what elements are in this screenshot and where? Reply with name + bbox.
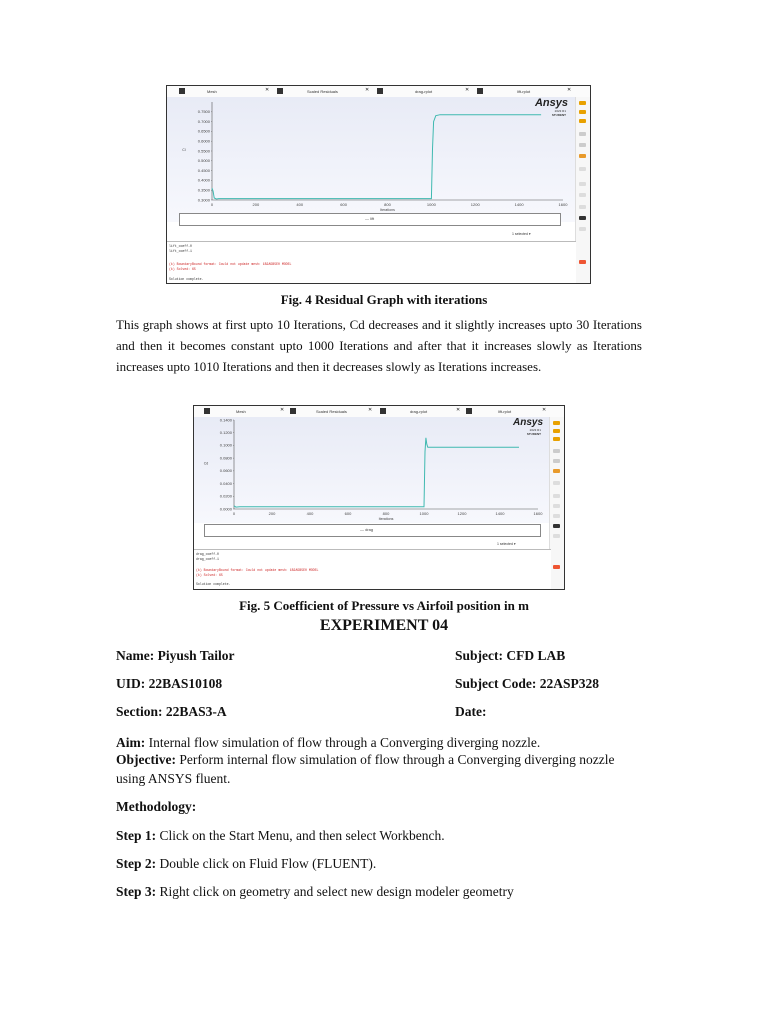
lift-tab-icon [466, 408, 472, 414]
step-1 [116, 828, 445, 844]
step-label: Step 1: [116, 828, 157, 843]
x-tick-label: 600 [344, 511, 352, 516]
ansys-edition [552, 110, 566, 117]
console-panel [167, 241, 576, 284]
residuals-tab-icon [290, 408, 296, 414]
subject-field: Subject: CFD LAB [455, 648, 566, 663]
graphics-toolbar [549, 417, 564, 589]
curves-icon[interactable] [553, 504, 560, 508]
plot-area [167, 97, 576, 222]
x-tick-label: 400 [296, 202, 304, 207]
console-line: (k) BoundaryBound format: Could not update mesh: 1B2A5B5E0 MODEL [169, 262, 292, 266]
console-line: (k) Solved: 65 [196, 573, 223, 577]
console-line: Solution complete. [196, 582, 231, 586]
y-tick-label: 0.0400 [219, 480, 232, 486]
zoom-box-icon[interactable] [579, 143, 586, 147]
subject-code-field: Subject Code: 22ASP328 [455, 676, 599, 691]
console-line: drag_coeff-0 [196, 552, 219, 556]
step-label: Step 2: [116, 856, 157, 871]
name-field: Name: Piyush Tailor [116, 648, 235, 663]
x-tick-label: 1000 [426, 202, 436, 207]
x-tick-label: 0 [232, 511, 236, 516]
axes-icon[interactable] [579, 182, 586, 186]
methodology-heading: Methodology: [116, 799, 197, 814]
y-tick-label: 0.4500 [197, 167, 210, 173]
x-tick-label: 1400 [514, 202, 524, 207]
legend-entry: — drag [360, 527, 374, 532]
x-axis-label: Iterations [378, 517, 394, 521]
tab-mesh[interactable]: Mesh [207, 89, 217, 94]
uid-field: UID: 22BAS10108 [116, 676, 223, 691]
close-icon[interactable]: ✕ [456, 407, 461, 413]
graphics-toolbar [575, 97, 590, 283]
x-tick-label: 1400 [495, 511, 505, 516]
curves-icon[interactable] [579, 193, 586, 197]
y-tick-label: 0.1000 [219, 442, 232, 448]
y-tick-label: 0.7000 [197, 118, 210, 124]
close-icon[interactable]: ✕ [368, 407, 373, 413]
x-tick-label: 1200 [470, 202, 480, 207]
figure-5-screenshot [193, 405, 565, 590]
legend-box [179, 213, 561, 226]
zoom-icon[interactable] [553, 449, 560, 453]
y-tick-label: 0.3500 [197, 187, 210, 193]
plot-area [194, 417, 551, 523]
figure-5-caption: Fig. 5 Coefficient of Pressure vs Airfoil position in m [239, 598, 529, 613]
figure-4-screenshot [166, 85, 591, 284]
figure-4-caption: Fig. 4 Residual Graph with iterations [280, 292, 488, 307]
lift-tab-icon [477, 88, 483, 94]
objective-label: Objective: [116, 752, 176, 767]
console-line: lift_coeff-0 [169, 244, 192, 248]
fit-icon[interactable] [579, 101, 586, 105]
y-tick-label: 0.1400 [219, 417, 232, 423]
legend-entry: — lift [365, 216, 375, 221]
series-line-drag [234, 438, 519, 507]
save-icon[interactable] [553, 534, 560, 538]
tab-lift-rplot[interactable]: lift-rplot [498, 409, 512, 414]
axes-icon[interactable] [553, 494, 560, 498]
residuals-tab-icon [277, 88, 283, 94]
fit-icon[interactable] [553, 421, 560, 425]
y-tick-label: 0.6500 [197, 128, 210, 134]
drag-tab-icon [377, 88, 383, 94]
undo-icon[interactable] [579, 167, 586, 171]
ansys-student: STUDENT [526, 431, 541, 436]
annotate-icon[interactable] [579, 205, 586, 209]
step-text: Right click on geometry and select new design modeler geometry [156, 884, 514, 899]
objective-line [116, 752, 615, 768]
y-tick-label: 0.3000 [197, 197, 210, 203]
date-field: Date: [455, 704, 487, 719]
rotate-icon[interactable] [553, 429, 560, 433]
x-tick-label: 1200 [457, 511, 467, 516]
objective-line-2: using ANSYS fluent. [116, 771, 231, 786]
y-tick-label: 0.7500 [197, 109, 210, 115]
console-line: drag_coeff-1 [196, 557, 219, 561]
y-axis-label: Cd [203, 461, 209, 466]
y-tick-label: 0.0000 [219, 506, 232, 512]
x-tick-label: 400 [306, 511, 314, 516]
close-icon[interactable]: ✕ [567, 87, 572, 93]
y-tick-label: 0.0600 [219, 468, 232, 474]
tab-scaled-residuals[interactable]: Scaled Residuals [316, 409, 347, 414]
y-tick-label: 0.4000 [197, 177, 210, 183]
y-tick-label: 0.1200 [219, 430, 232, 436]
drag-chart [194, 417, 551, 523]
close-icon[interactable]: ✕ [542, 407, 547, 413]
pan-icon[interactable] [553, 437, 560, 441]
lift-chart [167, 97, 576, 222]
aim-label: Aim: [116, 735, 146, 750]
console-line: (k) BoundaryBound format: Could not update mesh: 1B2A5B5E0 MODEL [196, 568, 319, 572]
experiment-title: EXPERIMENT 04 [319, 617, 449, 634]
close-icon[interactable]: ✕ [280, 407, 285, 413]
rotate-icon[interactable] [579, 110, 586, 114]
x-tick-label: 1000 [419, 511, 429, 516]
x-tick-label: 1600 [533, 511, 543, 516]
console-panel [194, 549, 551, 590]
step-text: Click on the Start Menu, and then select Workbench. [156, 828, 445, 843]
close-icon[interactable]: ✕ [365, 87, 370, 93]
step-label: Step 3: [116, 884, 157, 899]
y-axis-label: Cl [182, 148, 186, 152]
y-tick-label: 0.0200 [219, 493, 232, 499]
zoom-icon[interactable] [579, 132, 586, 136]
zoom-box-icon[interactable] [553, 459, 560, 463]
tab-drag-rplot[interactable]: drag-rplot [415, 89, 433, 94]
pan-icon[interactable] [579, 119, 586, 123]
console-line: lift_coeff-1 [169, 249, 192, 253]
console-line: Solution complete. [169, 277, 204, 281]
x-tick-label: 200 [268, 511, 276, 516]
y-tick-label: 0.0800 [219, 455, 232, 461]
ansys-logo: Ansys [534, 97, 568, 109]
plot-selector[interactable]: 1 selected ▾ [512, 232, 531, 236]
section-field: Section: 22BAS3-A [116, 704, 227, 719]
step-3 [116, 884, 514, 900]
y-tick-label: 0.5500 [197, 148, 210, 154]
close-icon[interactable]: ✕ [265, 87, 270, 93]
step-text: Double click on Fluid Flow (FLUENT). [156, 856, 377, 871]
plot-selector[interactable]: 1 selected ▾ [497, 542, 516, 546]
tab-scaled-residuals[interactable]: Scaled Residuals [307, 89, 338, 94]
annotate-icon[interactable] [553, 514, 560, 518]
ansys-version: 2023 R1 [529, 428, 541, 432]
x-tick-label: 0 [210, 202, 214, 207]
ansys-version: 2023 R1 [554, 109, 566, 113]
x-tick-label: 1600 [558, 202, 568, 207]
mesh-tab-icon [179, 88, 185, 94]
console-line: (k) Solved: 65 [169, 267, 196, 271]
step-2 [116, 856, 376, 872]
aim-line [116, 735, 540, 751]
save-icon[interactable] [579, 227, 586, 231]
objective-text: Perform internal flow simulation of flow through a Converging diverging nozzle [175, 752, 615, 767]
x-tick-label: 800 [384, 202, 391, 207]
y-tick-label: 0.6000 [197, 138, 210, 144]
description-paragraph: This graph shows at first upto 10 Iterations, Cd decreases and it slightly increases upto 30 Iterations and then it becomes constant upto 1000 Iterations and after that it increases slowly as Iterations increases upto 1010 Iterations and then it decreases slowly as Iterations increases. [116, 317, 642, 374]
drag-tab-icon [380, 408, 386, 414]
settings-icon[interactable] [579, 216, 586, 220]
tab-mesh[interactable]: Mesh [236, 409, 246, 414]
ansys-edition [527, 429, 541, 436]
ansys-logo: Ansys [512, 417, 543, 428]
x-tick-label: 200 [252, 202, 260, 207]
print-icon[interactable] [579, 154, 586, 158]
series-line-lift [212, 115, 541, 199]
x-tick-label: 600 [340, 202, 347, 207]
tab-lift-rplot[interactable]: lift-rplot [517, 89, 531, 94]
mesh-tab-icon [204, 408, 210, 414]
print-icon[interactable] [553, 469, 560, 473]
ansys-student: STUDENT [551, 112, 566, 117]
legend-box [204, 524, 541, 537]
y-tick-label: 0.5000 [197, 158, 210, 164]
x-axis-label: Iterations [380, 208, 395, 212]
x-tick-label: 800 [382, 511, 390, 516]
close-icon[interactable]: ✕ [465, 87, 470, 93]
aim-text: Internal flow simulation of flow through a Converging diverging nozzle. [145, 735, 541, 750]
clear-icon[interactable] [579, 260, 586, 264]
undo-icon[interactable] [553, 481, 560, 485]
tab-drag-rplot[interactable]: drag-rplot [410, 409, 428, 414]
settings-icon[interactable] [553, 524, 560, 528]
clear-icon[interactable] [553, 565, 560, 569]
